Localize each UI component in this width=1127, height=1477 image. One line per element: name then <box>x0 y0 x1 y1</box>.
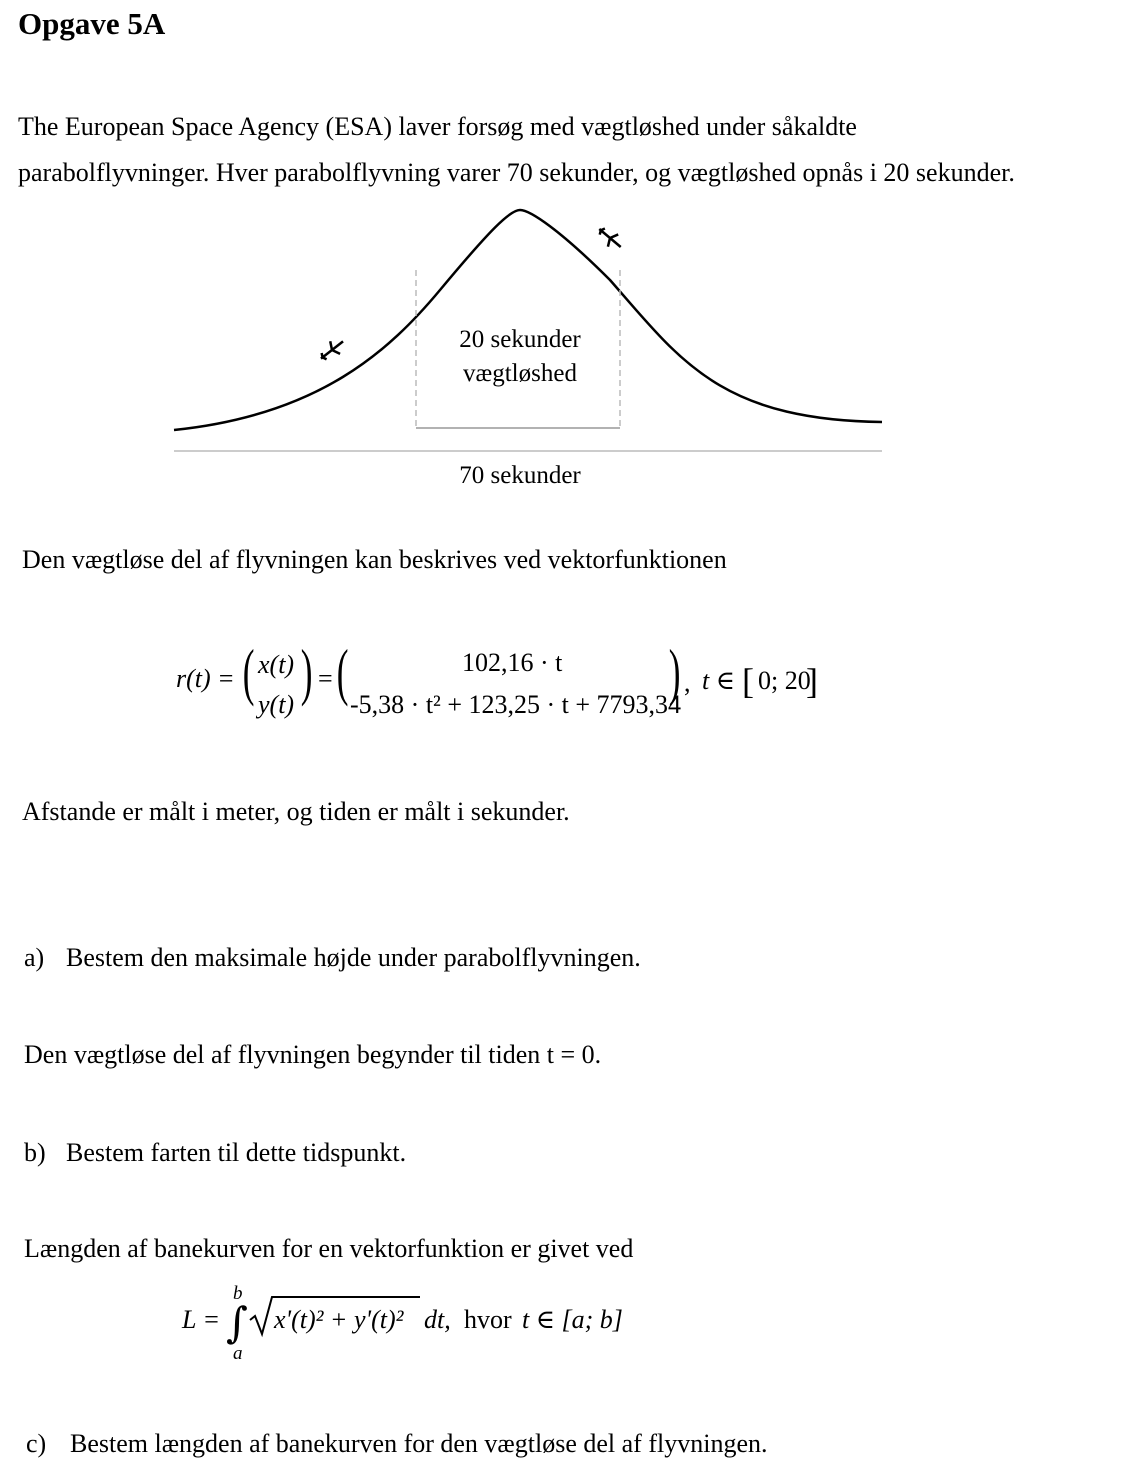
equals-sign: = <box>318 664 333 693</box>
domain-interval: 0; 20 <box>758 666 811 695</box>
question-c-text: Bestem længden af banekurven for den vægtløse del af flyvningen. <box>70 1429 768 1458</box>
x-expression: 102,16 · t <box>462 648 563 677</box>
integral-sign: ∫ <box>226 1298 248 1347</box>
domain-t: t ∈ <box>702 666 735 695</box>
start-text: Den vægtløse del af flyvningen begynder til tiden t = 0. <box>24 1040 602 1069</box>
bottom-label: 70 sekunder <box>459 462 581 489</box>
inner-label-line-1: 20 sekunder <box>459 326 581 353</box>
length-domain: t ∈ [a; b] <box>522 1305 623 1334</box>
radicand: x'(t)² + y'(t)² <box>274 1305 404 1334</box>
units-text: Afstande er målt i meter, og tiden er målt i sekunder. <box>22 797 570 826</box>
intro-line-1: The European Space Agency (ESA) laver forsøg med vægtløshed under såkaldte <box>18 112 857 141</box>
vector-intro: Den vægtløse del af flyvningen kan beskrives ved vektorfunktionen <box>22 545 727 574</box>
airplane-icon <box>594 223 626 253</box>
right-paren: ) <box>300 636 313 707</box>
question-a-text: Bestem den maksimale højde under parabolflyvningen. <box>66 943 641 972</box>
hvor-word: hvor <box>464 1305 512 1334</box>
y-expression: -5,38 · t² + 123,25 · t + 7793,34 <box>350 690 682 719</box>
question-b-label: b) <box>24 1138 46 1167</box>
x-component: x(t) <box>258 650 295 679</box>
vector-lhs: r(t) = <box>176 664 235 693</box>
airplane-icon <box>316 335 348 365</box>
length-intro: Længden af banekurven for en vektorfunktion er givet ved <box>24 1234 634 1263</box>
inner-label-line-2: vægtløshed <box>463 360 577 387</box>
right-paren: ) <box>668 636 681 707</box>
integral-upper-limit: b <box>233 1283 243 1304</box>
question-a-label: a) <box>24 943 45 972</box>
dt: dt, <box>424 1305 451 1334</box>
integral-lower-limit: a <box>233 1343 243 1364</box>
question-b-text: Bestem farten til dette tidspunkt. <box>66 1138 407 1167</box>
question-c-label: c) <box>26 1429 47 1458</box>
y-component: y(t) <box>258 690 295 719</box>
page-title: Opgave 5A <box>18 6 166 41</box>
intro-line-2: parabolflyvninger. Hver parabolflyvning varer 70 sekunder, og vægtløshed opnås i 20 sekunder. <box>18 158 1015 187</box>
left-paren: ( <box>242 636 255 707</box>
length-lhs: L = <box>182 1305 221 1334</box>
flight-curve <box>174 210 882 430</box>
left-paren: ( <box>336 636 349 707</box>
